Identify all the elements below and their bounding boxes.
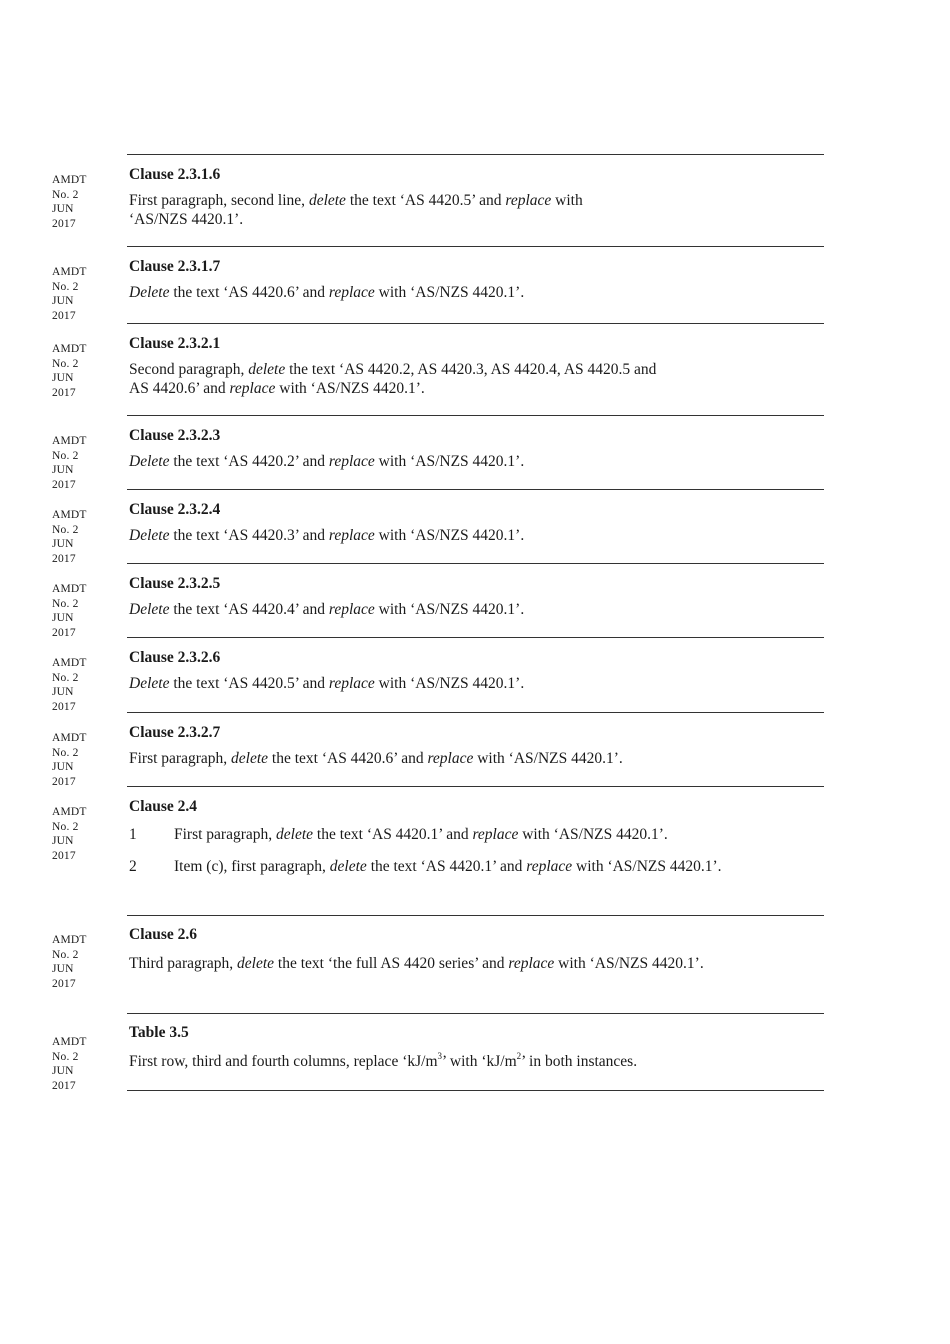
separator-rule bbox=[127, 323, 824, 324]
clause-instruction: Second paragraph, delete the text ‘AS 4420.2, AS 4420.3, AS 4420.4, AS 4420.5 and AS 4420.6’ and replace with ‘AS/NZS 4420.1’. bbox=[129, 361, 657, 397]
clause-heading: Clause 2.3.2.4 bbox=[129, 501, 221, 518]
amendment-marker: AMDT No. 2 JUN 2017 bbox=[52, 934, 87, 990]
separator-rule bbox=[127, 786, 824, 787]
clause-instruction: Delete the text ‘AS 4420.2’ and replace with ‘AS/NZS 4420.1’. bbox=[129, 453, 525, 470]
clause-heading: Clause 2.3.2.6 bbox=[129, 649, 221, 666]
clause-instruction: First paragraph, delete the text ‘AS 4420.6’ and replace with ‘AS/NZS 4420.1’. bbox=[129, 750, 623, 767]
amdt-label: AMDT bbox=[52, 174, 87, 186]
separator-rule bbox=[127, 1013, 824, 1014]
clause-heading: Clause 2.3.1.6 bbox=[129, 166, 221, 183]
clause-instruction: Delete the text ‘AS 4420.3’ and replace with ‘AS/NZS 4420.1’. bbox=[129, 527, 525, 544]
list-item-text: First paragraph, delete the text ‘AS 4420.1’ and replace with ‘AS/NZS 4420.1’. bbox=[174, 826, 668, 843]
entry-content bbox=[129, 257, 821, 303]
entry-content bbox=[129, 500, 821, 546]
separator-rule bbox=[127, 246, 824, 247]
separator-rule bbox=[127, 1090, 824, 1091]
entry-content bbox=[129, 797, 821, 886]
clause-instruction: Delete the text ‘AS 4420.6’ and replace with ‘AS/NZS 4420.1’. bbox=[129, 284, 525, 301]
amendment-marker: AMDT No. 2 JUN 2017 bbox=[52, 435, 87, 491]
amendment-marker: AMDT No. 2 JUN 2017 bbox=[52, 343, 87, 399]
entry-content bbox=[129, 165, 821, 229]
entry-content bbox=[129, 723, 821, 769]
clause-heading: Clause 2.3.2.1 bbox=[129, 335, 221, 352]
clause-instruction: Delete the text ‘AS 4420.5’ and replace with ‘AS/NZS 4420.1’. bbox=[129, 675, 525, 692]
clause-instruction: Delete the text ‘AS 4420.4’ and replace with ‘AS/NZS 4420.1’. bbox=[129, 601, 525, 618]
separator-rule bbox=[127, 563, 824, 564]
amendment-marker: AMDT No. 2 JUN 2017 bbox=[52, 657, 87, 713]
amendment-marker: AMDT No. 2 JUN 2017 bbox=[52, 509, 87, 565]
clause-heading: Clause 2.4 bbox=[129, 798, 198, 815]
amdt-year: 2017 bbox=[52, 217, 76, 230]
clause-heading: Clause 2.6 bbox=[129, 926, 198, 943]
clause-heading: Clause 2.3.2.7 bbox=[129, 724, 221, 741]
amendment-marker: AMDT No. 2 JUN 2017 bbox=[52, 266, 87, 322]
separator-rule bbox=[127, 712, 824, 713]
top-rule bbox=[127, 154, 824, 155]
separator-rule bbox=[127, 415, 824, 416]
amdt-month: JUN bbox=[52, 203, 74, 215]
clause-instruction: First paragraph, second line, delete the text ‘AS 4420.5’ and replace with ‘AS/NZS 4420.1’. bbox=[129, 192, 583, 228]
entry-content bbox=[129, 648, 821, 694]
separator-rule bbox=[127, 915, 824, 916]
amendment-marker: AMDT No. 2 JUN 2017 bbox=[52, 806, 87, 862]
clause-heading: Clause 2.3.2.3 bbox=[129, 427, 221, 444]
list-item-text: Item (c), first paragraph, delete the text ‘AS 4420.1’ and replace with ‘AS/NZS 4420.1’. bbox=[174, 857, 722, 875]
entry-content bbox=[129, 426, 821, 472]
clause-instruction: Third paragraph, delete the text ‘the full AS 4420 series’ and replace with ‘AS/NZS 4420.1’. bbox=[129, 955, 704, 972]
entry-content bbox=[129, 574, 821, 620]
separator-rule bbox=[127, 489, 824, 490]
list-item bbox=[129, 858, 821, 877]
entry-content bbox=[129, 1023, 821, 1072]
amdt-number: No. 2 bbox=[52, 188, 79, 201]
amendment-marker bbox=[52, 173, 87, 231]
clause-heading: Clause 2.3.2.5 bbox=[129, 575, 221, 592]
entry-content bbox=[129, 925, 821, 974]
list-item bbox=[129, 826, 821, 845]
table-instruction: First row, third and fourth columns, replace ‘$kJ/m^3$’ with ‘$kJ/m^2$’ in both instances. bbox=[129, 1050, 638, 1070]
amendment-marker: AMDT No. 2 JUN 2017 bbox=[52, 732, 87, 788]
amendment-marker: AMDT No. 2 JUN 2017 bbox=[52, 583, 87, 639]
list-item-number: 2 bbox=[129, 857, 137, 875]
table-heading: Table 3.5 bbox=[129, 1024, 189, 1041]
list-item-number: 1 bbox=[129, 826, 137, 843]
separator-rule bbox=[127, 637, 824, 638]
clause-heading: Clause 2.3.1.7 bbox=[129, 258, 221, 275]
amendment-marker: AMDT No. 2 JUN 2017 bbox=[52, 1036, 87, 1092]
entry-content bbox=[129, 334, 821, 398]
